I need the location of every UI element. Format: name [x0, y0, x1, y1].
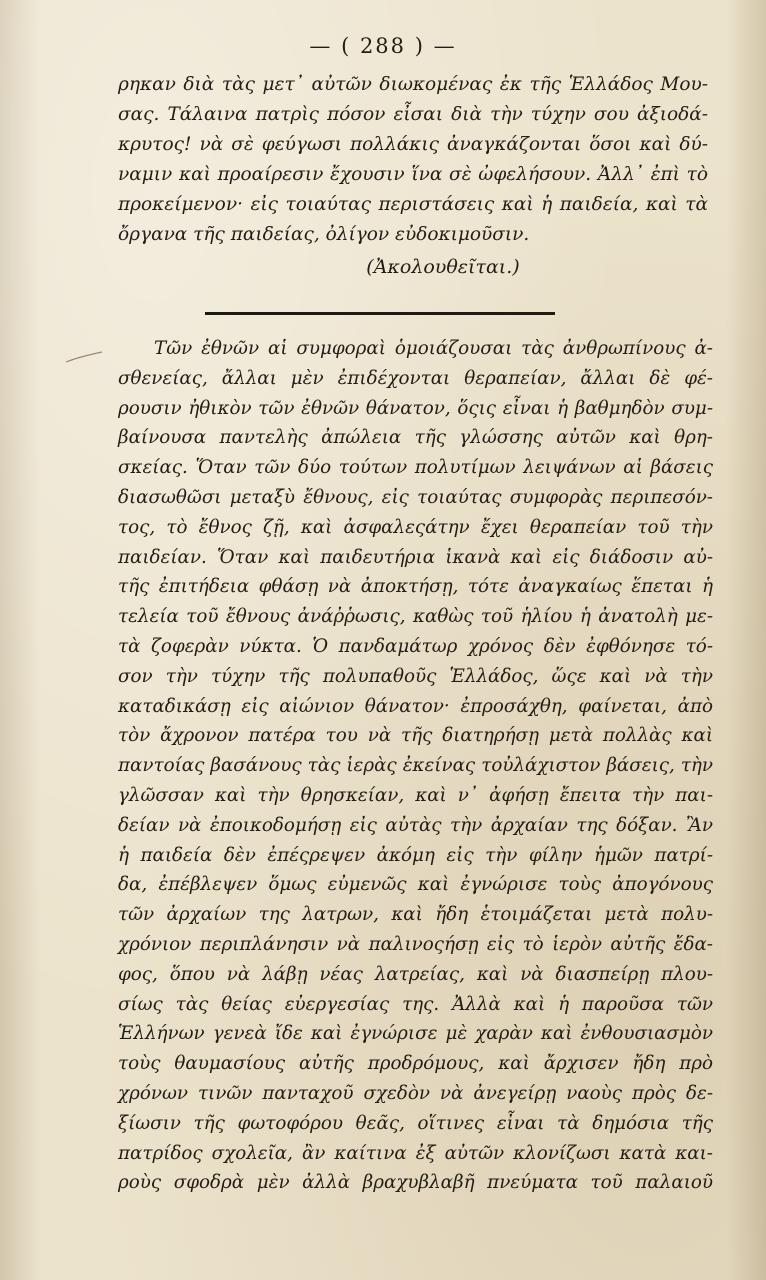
text-line: ροὺς σφοδρὰ μὲν ἀλλὰ βραχυβλαβῆ πνεύματα τοῦ παλαιοῦ: [118, 1172, 713, 1194]
section-divider: [205, 312, 555, 315]
text-line: σθενείας, ἄλλαι μὲν ἐπιδέχονται θεραπείαν, ἄλλαι δὲ φέ-: [118, 367, 713, 389]
text-line: σίως τὰς θείας εὐεργεσίας της. Ἀλλὰ καὶ ἡ παροῦσα τῶν: [118, 993, 713, 1015]
text-line: πατρίδος σχολεῖα, ἂν καίτινα ἐξ αὐτῶν κλονίζωσι κατὰ και-: [118, 1142, 713, 1164]
text-line: γλῶσσαν καὶ τὴν θρησκείαν, καὶ ν᾽ ἀφήσῃ ἔπειτα τὴν παι-: [118, 784, 713, 806]
text-line: ναμιν καὶ προαίρεσιν ἔχουσιν ἵνα σὲ ὠφελήσουν. Ἀλλ᾽ ἐπὶ τὸ: [118, 164, 708, 185]
text-line: ὄργανα τῆς παιδείας, ὀλίγον εὐδοκιμοῦσιν.: [118, 224, 530, 245]
text-line: παντοίας βασάνους τὰς ἱερὰς ἐκείνας τοὐλάχιστον βάσεις, τὴν: [118, 755, 713, 777]
text-line: τελεία τοῦ ἔθνους ἀνάῤῥωσις, καθὼς τοῦ ἡλίου ἡ ἀνατολὴ με-: [118, 606, 713, 628]
text-line: σας. Τάλαινα πατρὶς πόσον εἶσαι διὰ τὴν τύχην σου ἀξιοδά-: [118, 104, 708, 125]
text-line: βαίνουσα παντελὴς ἀπώλεια τῆς γλώσσης αὐτῶν καὶ θρη-: [118, 427, 713, 449]
text-line: σον τὴν τύχην τῆς πολυπαθοῦς Ἑλλάδος, ὥςε καὶ νὰ τὴν: [118, 665, 713, 687]
text-line: ρηκαν διὰ τὰς μετ᾽ αὐτῶν διωκομένας ἐκ τῆς Ἑλλάδος Μου-: [118, 74, 708, 95]
text-line: δείαν νὰ ἐποικοδομήσῃ εἰς αὐτὰς τὴν ἀρχαίαν της δόξαν. Ἂν: [118, 814, 713, 836]
text-line: δα, ἐπέβλεψεν ὅμως εὐμενῶς καὶ ἐγνώρισε τοὺς ἀπογόνους: [118, 874, 713, 896]
text-line: ρουσιν ἠθικὸν τῶν ἐθνῶν θάνατον, ὅςις εἶναι ἡ βαθμηδὸν συμ-: [118, 397, 713, 419]
text-line: κρυτος! νὰ σὲ φεύγωσι πολλάκις ἀναγκάζονται ὅσοι καὶ δύ-: [118, 134, 708, 155]
text-line: καταδικάσῃ εἰς αἰώνιον θάνατον· ἐπροσάχθη, φαίνεται, ἀπὸ: [118, 695, 713, 717]
continued-note: (Ἀκολουθεῖται.): [366, 256, 520, 278]
continued-paragraph: [118, 70, 708, 250]
text-line: τὸν ἄχρονον πατέρα του νὰ τῆς διατηρήσῃ μετὰ πολλὰς καὶ: [118, 725, 713, 747]
text-line: τῶν ἀρχαίων της λατρων, καὶ ἤδη ἑτοιμάζεται μετὰ πολυ-: [118, 904, 713, 926]
text-line: φος, ὅπου νὰ λάβῃ νέας λατρείας, καὶ νὰ διασπείρῃ πλου-: [118, 963, 713, 985]
text-line: ξίωσιν τῆς φωτοφόρου θεᾶς, οἵτινες εἶναι τὰ δημόσια τῆς: [118, 1112, 713, 1134]
text-line: τοὺς θαυμασίους αὐτῆς προδρόμους, καὶ ἄρχισεν ἤδη πρὸ: [118, 1053, 713, 1075]
main-article-text: [118, 334, 713, 1198]
text-line: χρόνιον περιπλάνησιν νὰ παλινοςήσῃ εἰς τὸ ἱερὸν αὐτῆς ἔδα-: [118, 933, 713, 955]
text-line: σκείας. Ὅταν τῶν δύο τούτων πολυτίμων λειψάνων αἱ βάσεις: [118, 457, 713, 479]
text-line: τος, τὸ ἔθνος ζῇ, καὶ ἀσφαλεςάτην ἔχει θεραπείαν τοῦ τὴν: [118, 516, 713, 538]
page-number: — ( 288 ) —: [309, 34, 457, 58]
text-line: Ἑλλήνων γενεὰ ἴδε καὶ ἐγνώρισε μὲ χαρὰν καὶ ἐνθουσιασμὸν: [118, 1023, 713, 1045]
ink-stroke-mark: [64, 350, 104, 364]
text-line: τῆς ἐπιτήδεια φθάσῃ νὰ ἀποκτήσῃ, τότε ἀναγκαίως ἕπεται ἡ: [118, 576, 713, 598]
text-line: παιδείαν. Ὅταν καὶ παιδευτήρια ἱκανὰ καὶ εἰς διάδοσιν αὐ-: [118, 546, 713, 568]
text-line: ἡ παιδεία δὲν ἐπέςρεψεν ἀκόμη εἰς τὴν φίλην ἡμῶν πατρί-: [118, 844, 713, 866]
text-line: χρόνων τινῶν πανταχοῦ σχεδὸν νὰ ἀνεγείρῃ ναοὺς πρὸς δε-: [118, 1082, 713, 1104]
text-line: Τῶν ἐθνῶν αἱ συμφοραὶ ὁμοιάζουσαι τὰς ἀνθρωπίνους ἀ-: [154, 338, 713, 359]
text-line: προκείμενον· εἰς τοιαύτας περιστάσεις καὶ ἡ παιδεία, καὶ τὰ: [118, 194, 708, 215]
text-line: τὰ ζοφερὰν νύκτα. Ὁ πανδαμάτωρ χρόνος δὲν ἐφθόνησε τό-: [118, 635, 713, 657]
text-line: διασωθῶσι μεταξὺ ἔθνους, εἰς τοιαύτας συμφορὰς περιπεσόν-: [118, 486, 713, 508]
